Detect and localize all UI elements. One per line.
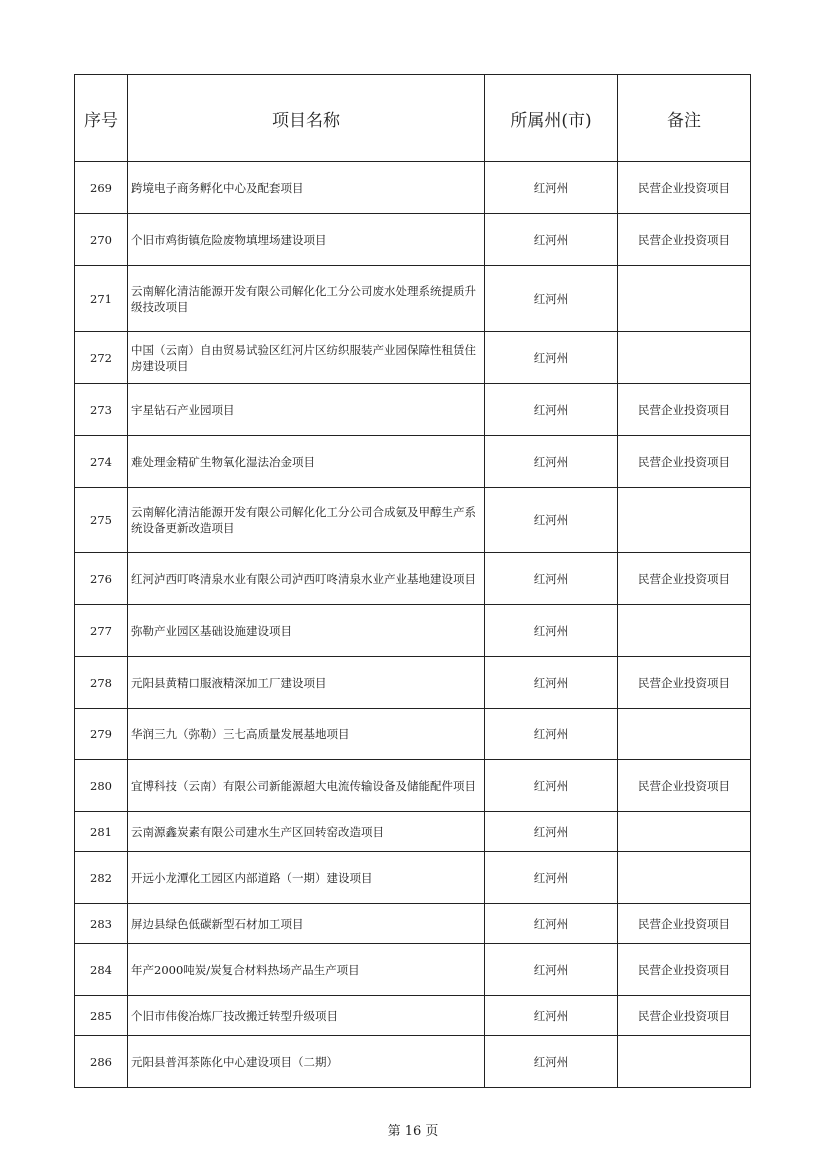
row-remarks: 民营企业投资项目 xyxy=(618,553,751,605)
project-table xyxy=(74,74,751,1088)
row-remarks: 民营企业投资项目 xyxy=(618,944,751,996)
table-row xyxy=(75,760,751,812)
row-serial-number: 269 xyxy=(75,162,128,214)
row-region: 红河州 xyxy=(485,760,618,812)
table-row xyxy=(75,709,751,760)
row-remarks xyxy=(618,488,751,553)
row-region: 红河州 xyxy=(485,436,618,488)
table-row xyxy=(75,605,751,657)
row-remarks: 民营企业投资项目 xyxy=(618,657,751,709)
row-remarks xyxy=(618,332,751,384)
row-remarks xyxy=(618,266,751,332)
table-row xyxy=(75,214,751,266)
row-serial-number: 284 xyxy=(75,944,128,996)
table-row xyxy=(75,852,751,904)
row-remarks xyxy=(618,852,751,904)
row-project-name: 年产2000吨炭/炭复合材料热场产品生产项目 xyxy=(128,944,485,996)
header-project-name: 项目名称 xyxy=(128,75,485,162)
row-project-name: 弥勒产业园区基础设施建设项目 xyxy=(128,605,485,657)
table-row xyxy=(75,384,751,436)
row-serial-number: 278 xyxy=(75,657,128,709)
row-region: 红河州 xyxy=(485,214,618,266)
row-serial-number: 275 xyxy=(75,488,128,553)
row-project-name: 云南源鑫炭素有限公司建水生产区回转窑改造项目 xyxy=(128,812,485,852)
page-number: 第 16 页 xyxy=(387,1124,439,1139)
table-row xyxy=(75,996,751,1036)
table-row xyxy=(75,944,751,996)
row-project-name: 个旧市伟俊冶炼厂技改搬迁转型升级项目 xyxy=(128,996,485,1036)
row-region: 红河州 xyxy=(485,944,618,996)
row-project-name: 个旧市鸡街镇危险废物填埋场建设项目 xyxy=(128,214,485,266)
row-remarks xyxy=(618,605,751,657)
row-remarks xyxy=(618,709,751,760)
row-serial-number: 282 xyxy=(75,852,128,904)
header-region: 所属州(市) xyxy=(485,75,618,162)
table-row xyxy=(75,436,751,488)
row-project-name: 云南解化清洁能源开发有限公司解化化工分公司合成氨及甲醇生产系统设备更新改造项目 xyxy=(128,488,485,553)
row-region: 红河州 xyxy=(485,162,618,214)
table-header-row xyxy=(75,75,751,162)
row-region: 红河州 xyxy=(485,266,618,332)
row-remarks: 民营企业投资项目 xyxy=(618,384,751,436)
row-remarks xyxy=(618,812,751,852)
row-region: 红河州 xyxy=(485,605,618,657)
row-serial-number: 274 xyxy=(75,436,128,488)
row-project-name: 华润三九（弥勒）三七高质量发展基地项目 xyxy=(128,709,485,760)
row-serial-number: 285 xyxy=(75,996,128,1036)
row-serial-number: 272 xyxy=(75,332,128,384)
header-serial-number: 序号 xyxy=(75,75,128,162)
row-region: 红河州 xyxy=(485,332,618,384)
row-remarks: 民营企业投资项目 xyxy=(618,996,751,1036)
row-remarks: 民营企业投资项目 xyxy=(618,436,751,488)
row-serial-number: 271 xyxy=(75,266,128,332)
table-row xyxy=(75,904,751,944)
row-serial-number: 283 xyxy=(75,904,128,944)
row-project-name: 元阳县普洱茶陈化中心建设项目（二期） xyxy=(128,1036,485,1088)
table-row xyxy=(75,266,751,332)
table-row xyxy=(75,553,751,605)
row-project-name: 云南解化清洁能源开发有限公司解化化工分公司废水处理系统提质升级技改项目 xyxy=(128,266,485,332)
row-serial-number: 286 xyxy=(75,1036,128,1088)
row-remarks: 民营企业投资项目 xyxy=(618,162,751,214)
row-region: 红河州 xyxy=(485,852,618,904)
row-region: 红河州 xyxy=(485,996,618,1036)
row-project-name: 屏边县绿色低碳新型石材加工项目 xyxy=(128,904,485,944)
row-serial-number: 270 xyxy=(75,214,128,266)
table-row xyxy=(75,488,751,553)
row-project-name: 中国（云南）自由贸易试验区红河片区纺织服装产业园保障性租赁住房建设项目 xyxy=(128,332,485,384)
table-row xyxy=(75,162,751,214)
row-remarks: 民营企业投资项目 xyxy=(618,904,751,944)
table-row xyxy=(75,332,751,384)
row-project-name: 开远小龙潭化工园区内部道路（一期）建设项目 xyxy=(128,852,485,904)
table-row xyxy=(75,812,751,852)
row-remarks: 民营企业投资项目 xyxy=(618,760,751,812)
row-project-name: 宇星钻石产业园项目 xyxy=(128,384,485,436)
row-region: 红河州 xyxy=(485,904,618,944)
row-remarks xyxy=(618,1036,751,1088)
header-remarks: 备注 xyxy=(618,75,751,162)
row-project-name: 跨境电子商务孵化中心及配套项目 xyxy=(128,162,485,214)
table-row xyxy=(75,1036,751,1088)
row-project-name: 元阳县黄精口服液精深加工厂建设项目 xyxy=(128,657,485,709)
row-remarks: 民营企业投资项目 xyxy=(618,214,751,266)
row-serial-number: 279 xyxy=(75,709,128,760)
row-region: 红河州 xyxy=(485,709,618,760)
row-region: 红河州 xyxy=(485,384,618,436)
row-region: 红河州 xyxy=(485,812,618,852)
row-region: 红河州 xyxy=(485,657,618,709)
row-serial-number: 280 xyxy=(75,760,128,812)
row-serial-number: 281 xyxy=(75,812,128,852)
row-region: 红河州 xyxy=(485,1036,618,1088)
row-region: 红河州 xyxy=(485,553,618,605)
row-region: 红河州 xyxy=(485,488,618,553)
table-row xyxy=(75,657,751,709)
row-serial-number: 273 xyxy=(75,384,128,436)
row-project-name: 难处理金精矿生物氧化湿法冶金项目 xyxy=(128,436,485,488)
row-serial-number: 277 xyxy=(75,605,128,657)
row-serial-number: 276 xyxy=(75,553,128,605)
table-body xyxy=(75,162,751,1088)
row-project-name: 宜博科技（云南）有限公司新能源超大电流传输设备及储能配件项目 xyxy=(128,760,485,812)
row-project-name: 红河泸西叮咚清泉水业有限公司泸西叮咚清泉水业产业基地建设项目 xyxy=(128,553,485,605)
